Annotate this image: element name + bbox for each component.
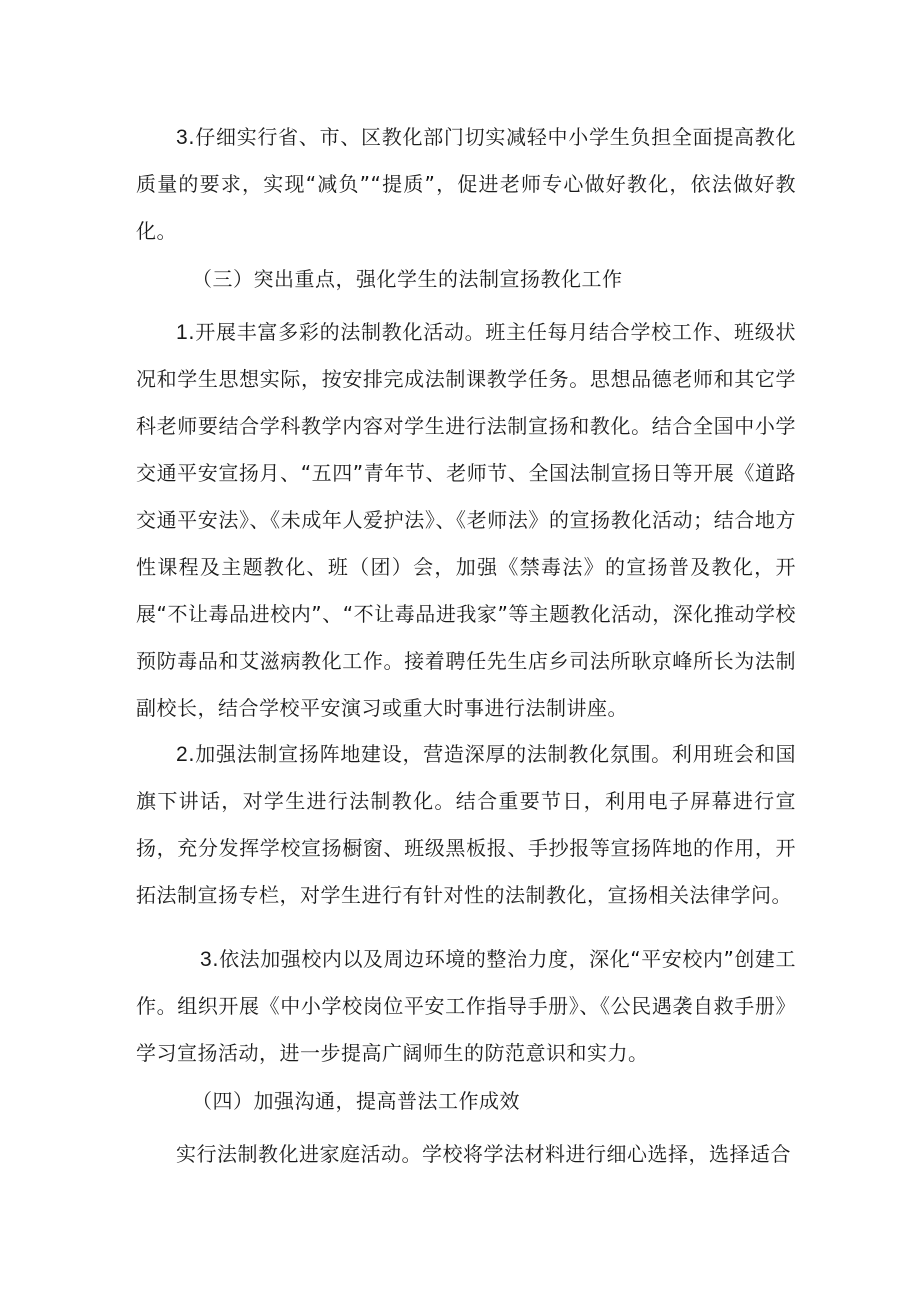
- paragraph-1: [136, 114, 796, 255]
- item-number: 3: [200, 948, 213, 971]
- paragraph-2: [136, 309, 796, 732]
- paragraph-4: [136, 936, 796, 1077]
- item-number: 1: [176, 321, 189, 344]
- item-number: 3: [176, 126, 189, 149]
- paragraph-text: .仔细实行省、市、区教化部门切实减轻中小学生负担全面提高教化质量的要求，实现“减负”“提质”，促进老师专心做好教化，依法做好教化。: [136, 125, 796, 243]
- paragraph-3: [136, 731, 796, 919]
- paragraph-5: [136, 1131, 796, 1178]
- paragraph-text: .依法加强校内以及周边环境的整治力度，深化“平安校内”创建工作。组织开展《中小学校岗位平安工作指导手册》、《公民遇袭自救手册》学习宣扬活动，进一步提高广阔师生的防范意识和实力。: [136, 947, 796, 1065]
- paragraph-text: .开展丰富多彩的法制教化活动。班主任每月结合学校工作、班级状况和学生思想实际，按安排完成法制课教学任务。思想品德老师和其它学科老师要结合学科教学内容对学生进行法制宣扬和教化。结合全国中小学交通平安宣扬月、“五四”青年节、老师节、全国法制宣扬日等开展《道路交通平安法》、《未成年人爱护法》、《老师法》的宣扬教化活动；结合地方性课程及主题教化、班（团）会，加强《禁毒法》的宣扬普及教化，开展“不让毒品进校内”、“不让毒品进我家”等主题教化活动，深化推动学校预防毒品和艾滋病教化工作。接着聘任先生店乡司法所耿京峰所长为法制副校长，结合学校平安演习或重大时事进行法制讲座。: [136, 320, 796, 720]
- section-heading-3: [136, 256, 796, 303]
- paragraph-text: 实行法制教化进家庭活动。学校将学法材料进行细心选择，选择适合: [176, 1142, 791, 1166]
- section-heading-4: [136, 1078, 796, 1125]
- heading-text: （四）加强沟通，提高普法工作成效: [192, 1089, 520, 1113]
- heading-text: （三）突出重点，强化学生的法制宣扬教化工作: [192, 267, 623, 291]
- item-number: 2: [176, 743, 189, 766]
- paragraph-text: .加强法制宣扬阵地建设，营造深厚的法制教化氛围。利用班会和国旗下讲话，对学生进行法制教化。结合重要节日，利用电子屏幕进行宣扬，充分发挥学校宣扬橱窗、班级黑板报、手抄报等宣扬阵地的作用，开拓法制宣扬专栏，对学生进行有针对性的法制教化，宣扬相关法律学问。: [136, 742, 796, 907]
